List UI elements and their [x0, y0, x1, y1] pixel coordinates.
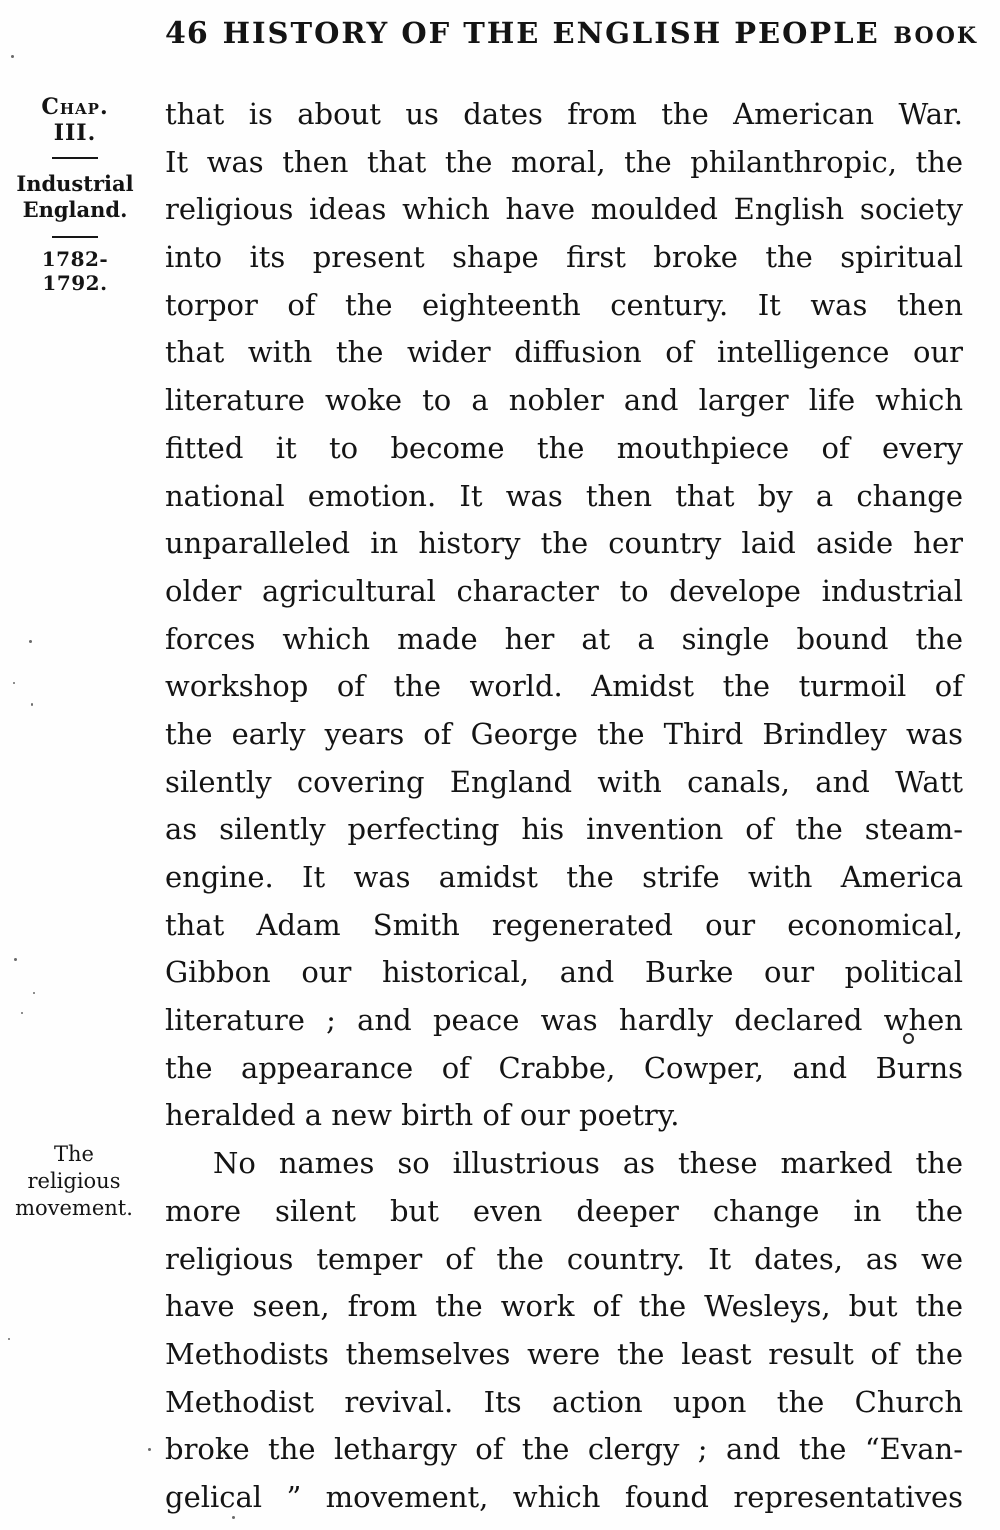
body-text-line: forces which made her at a single bound the	[165, 621, 963, 656]
body-text-line: national emotion. It was then that by a change	[165, 478, 963, 513]
body-text-line: Gibbon our historical, and Burke our political	[165, 955, 963, 990]
running-header	[165, 16, 978, 56]
body-text-line: that with the wider diffusion of intelligence our	[165, 335, 963, 370]
body-text-line: engine. It was amidst the strife with America	[165, 860, 963, 894]
scan-speckle	[29, 640, 32, 643]
body-text-line: religious temper of the country. It dates, as we	[165, 1241, 963, 1276]
margin-rule-divider	[52, 157, 98, 159]
paragraph-2	[165, 1140, 963, 1522]
body-text-line: literature ; and peace was hardly declared when	[165, 1003, 963, 1038]
body-text-line: the early years of George the Third Brindley was	[165, 716, 963, 751]
scan-speckle	[11, 55, 14, 58]
margin-note-line: The	[54, 1142, 94, 1166]
scan-speckle	[232, 1516, 235, 1519]
body-text-line: religious ideas which have moulded English society	[165, 192, 963, 227]
body-text-line: the appearance of Crabbe, Cowper, and Burns	[165, 1050, 963, 1085]
scan-speckle	[31, 703, 33, 706]
margin-note-line: religious	[27, 1169, 121, 1193]
scan-speckle	[33, 992, 35, 994]
body-text-line: fitted it to become the mouthpiece of every	[165, 430, 963, 465]
body-text-line: that Adam Smith regenerated our economical,	[165, 907, 963, 942]
body-text-line: older agricultural character to develope industrial	[165, 573, 963, 608]
margin-note-section-line: Industrial	[16, 171, 134, 196]
body-text-line: literature woke to a nobler and larger life which	[165, 383, 963, 418]
scan-ring-artifact	[903, 1033, 914, 1044]
running-title: HISTORY OF THE ENGLISH PEOPLE	[222, 16, 880, 50]
body-text-line: gelical ” movement, which found representatives	[165, 1479, 963, 1514]
body-text-line: torpor of the eighteenth century. It was then	[165, 287, 963, 322]
margin-note-chapter: Chap. III.	[41, 94, 109, 146]
margin-note-line: movement.	[15, 1196, 133, 1220]
scan-speckle	[148, 1448, 151, 1451]
scan-speckle	[13, 682, 15, 684]
body-text-line: Methodist revival. Its action upon the Church	[165, 1384, 963, 1419]
margin-rule-divider	[52, 236, 98, 238]
page-body-text	[165, 91, 963, 1522]
body-text-line: have seen, from the work of the Wesleys, but the	[165, 1289, 963, 1324]
body-text-line: more silent but even deeper change in the	[165, 1193, 963, 1228]
book-header-label: BOOK	[893, 23, 978, 49]
body-text-line: unparalleled in history the country laid aside her	[165, 526, 963, 561]
body-text-line: heralded a new birth of our poetry.	[165, 1098, 680, 1133]
body-text-line: broke the lethargy of the clergy ; and the “Evan-	[165, 1432, 963, 1467]
scan-speckle	[8, 1338, 10, 1340]
margin-note-chapter-block	[16, 94, 134, 295]
body-text-line: into its present shape first broke the spiritual	[165, 240, 963, 275]
paragraph-1	[165, 91, 963, 1140]
scan-speckle	[14, 958, 17, 961]
body-text-line: Methodists themselves were the least result of the	[165, 1336, 963, 1371]
scan-speckle	[21, 1012, 23, 1014]
margin-note-date-range: 1782-1792.	[41, 247, 109, 295]
body-text-line: No names so illustrious as these marked the	[213, 1146, 963, 1181]
page-number: 46	[165, 16, 209, 51]
body-text-line: silently covering England with canals, and Watt	[165, 764, 963, 799]
body-text-line: workshop of the world. Amidst the turmoil of	[165, 669, 963, 704]
margin-note-religious-block	[12, 1141, 136, 1222]
body-text-line: It was then that the moral, the philanthropic, the	[165, 144, 963, 179]
body-text-line: that is about us dates from the American War.	[165, 97, 963, 131]
margin-note-section-line: England.	[22, 197, 128, 222]
body-text-line: as silently perfecting his invention of the steam-	[165, 812, 963, 847]
